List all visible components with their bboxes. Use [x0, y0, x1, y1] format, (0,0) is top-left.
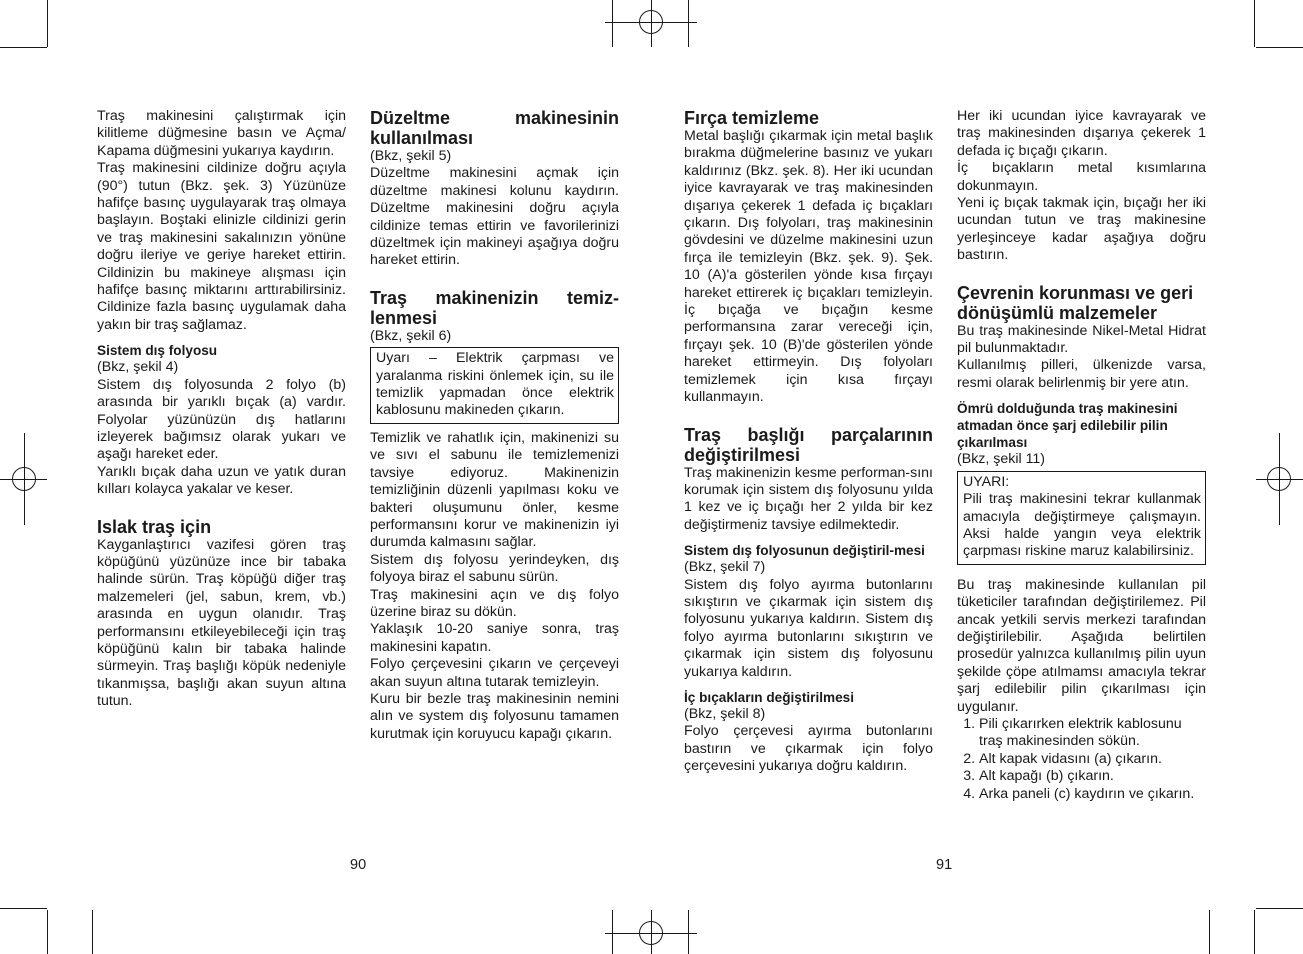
list-item: 1. Pili çıkarırken elektrik kablosunu traş makinesinden sökün. — [979, 716, 1206, 751]
registration-mark-icon — [651, 0, 652, 47]
paragraph: Bu traş makinesinde Nikel-Metal Hidrat pil bulunmaktadır. — [957, 322, 1206, 357]
section-heading-system-foil: Sistem dış folyosu — [97, 343, 218, 359]
figure-reference: (Bkz, şekil 4) — [97, 359, 179, 376]
crop-mark — [688, 0, 689, 47]
paragraph: Folyo çerçevesi ayırma butonlarını bastırın ve çıkarmak için folyo çerçevesini yukarıya doğru kaldırın. — [684, 723, 933, 775]
column-3 — [684, 108, 933, 776]
column-4 — [957, 108, 1206, 803]
paragraph: Sistem dış folyosu yerindeyken, dış folyoya biraz el sabunu sürün. — [370, 551, 619, 586]
paragraph: Traş makinesini cildinize doğru açıyla (90°) tutun (Bkz. şek. 3) Yüzünüze hafifçe basınç uygulayarak traş olmaya başlayın. Boştaki elinizle cildinizi gerin ve traş makinesini sakalınızın yönüne doğru ileriye ve geriye hareket ettirin. Cildinizin bu makineye alışması için hafifçe basınç miktarını arttırabilirsiniz. Cildinize fazla basınç uygulamak daha yakın bir traş sağlamaz. — [97, 160, 346, 333]
registration-mark-icon — [605, 22, 697, 23]
registration-mark-icon — [605, 933, 697, 934]
section-heading-brush-cleaning: Fırça temizleme — [684, 108, 820, 128]
registration-mark-icon — [24, 433, 25, 525]
crop-mark — [612, 0, 613, 47]
crop-mark — [1209, 910, 1210, 954]
paragraph: İç bıçakların metal kısımlarına dokunmayın. — [957, 160, 1206, 194]
paragraph: Yaklaşık 10-20 saniye sonra, traş makinesini kapatın. — [370, 621, 619, 655]
section-heading-blade-replacement: İç bıçakların değiştirilmesi — [684, 689, 854, 705]
paragraph: Her iki ucundan iyice kavrayarak ve traş makinesinden dışarıya çekerek 1 defada iç bıçağı çıkarın. — [957, 108, 1206, 159]
figure-reference: (Bkz, şekil 6) — [370, 327, 452, 344]
section-heading-cleaning: Traş makinenizin temiz-lenmesi — [370, 287, 619, 328]
crop-mark — [47, 910, 48, 954]
paragraph: Traş makinesini çalıştırmak için kilitleme düğmesine basın ve Açma/ Kapama düğmesini yukarıya kaydırın. — [97, 108, 346, 159]
paragraph: Temizlik ve rahatlık için, makinenizi su ve sıvı el sabunu ile temizlemenizi tavsiye ediyoruz. Makinenizin temizliğinin düzenli yapılması koku ve bakteri oluşumunu önler, kesme performansını korur ve makinenizin iyi durumda kalmasını sağlar. — [370, 429, 619, 551]
crop-mark — [1256, 908, 1303, 909]
crop-mark — [92, 910, 93, 954]
warning-text: Uyarı – Elektrik çarpması ve yaralanma riskini önlemek için, su ile temizlik yapmadan önce elektrik kablosunu makineden çıkarın. — [376, 350, 614, 419]
crop-mark — [1254, 0, 1255, 47]
warning-box — [957, 471, 1206, 565]
paragraph: Bu traş makinesinde kullanılan pil tüketiciler tarafından değiştirilemez. Pil ancak yetkili servis merkezi tarafından değiştirilebilir. Aşağıda belirtilen prosedür yalnızca kullanılmış pilin uyun şekilde çöpe atılmamsı amacıyla tekrar şarj edilebilir pilin çıkarılması için uygulanır. — [957, 576, 1206, 715]
paragraph: Kuru bir bezle traş makinesinin nemini alın ve system dış folyosunu tamamen kurutmak için koruyucu kapağı çıkarın. — [370, 690, 619, 742]
list-item: 4. Arka paneli (c) kaydırın ve çıkarın. — [979, 786, 1206, 803]
paragraph: Düzeltme makinesini açmak için düzeltme makinesi kolunu kaydırın. Düzeltme makinesini doğru açıyla cildinize temas ettirin ve favorilerinizi düzeltmek için makineyi aşağıya doğru hareket ettirin. — [370, 165, 619, 269]
crop-mark — [1254, 910, 1255, 954]
registration-mark-icon — [1279, 433, 1280, 525]
list-item: 3. Alt kapağı (b) çıkarın. — [979, 768, 1206, 785]
section-heading-environment: Çevrenin korunması ve geri dönüşümlü malzemeler — [957, 282, 1194, 323]
figure-reference: (Bkz, şekil 5) — [370, 148, 452, 164]
warning-title: UYARI: — [963, 473, 1010, 490]
crop-mark — [47, 0, 48, 47]
steps-list — [957, 716, 1206, 803]
section-heading-foil-replacement: Sistem dış folyosunun değiştiril-mesi — [684, 543, 925, 559]
crop-mark — [612, 910, 613, 954]
figure-reference: (Bkz, şekil 7) — [684, 559, 766, 576]
paragraph: Yeni iç bıçak takmak için, bıçağı her iki ucundan tutun ve traş makinesine yerleşinceye kadar aşağıya doğru bastırın. — [957, 195, 1206, 264]
paragraph: Metal başlığı çıkarmak için metal başlık bırakma düğmelerine basınız ve yukarı kaldırınız (Bkz. şek. 8). Her iki ucundan iyice kavrayarak ve traş makinesinden dışarıya çekerek 1 defada iç bıçakları çıkarın. Dış folyoları, traş makinesinin gövdesini ve düzelme makinesini uzun fırça ile temizleyin (Bkz. şek. 9). Şek. 10 (A)'a gösterilen yönde kısa fırçayı hareket ettirerek iç bıçakları temizleyin. İç bıçağa ve bıçağın kesme performansına zarar vereceği için, fırçayı şek. 10 (B)'de gösterilen yönde hareket ettirmeyin. Dış folyoları temizlemek için kısa fırçayı kullanmayın. — [684, 128, 933, 406]
crop-mark — [0, 47, 47, 48]
crop-mark — [1256, 47, 1303, 48]
paragraph: Kayganlaştırıcı vazifesi gören traş köpüğünü yüzünüze ince bir tabaka halinde sürün. Traş köpüğü diğer traş malzemeleri (jel, sabun, krem, vb.) arasında en uygun olanıdır. Traş performansını etkileyebileceği için traş köpüğünü kalın bir tabaka halinde sürmeyin. Traş başlığı köpük nedeniyle tıkanmışsa, başlığı akan suyun altına tutun. — [97, 536, 346, 710]
section-heading-wet-shave: Islak traş için — [97, 516, 212, 537]
section-heading-battery-removal: Ömrü dolduğunda traş makinesini atmadan önce şarj edilebilir pilin çıkarılması — [957, 401, 1178, 451]
column-1 — [97, 108, 346, 711]
paragraph: Sistem dış folyosunda 2 folyo (b) arasında bir yarıklı bıçak (a) vardır. Folyolar yüzünüzün dış hatlarını izleyerek bağımsız olarak yukarı ve aşağı hareket eder. — [97, 376, 346, 463]
paragraph: Traş makinenizin kesme performan-sını korumak için sistem dış folyosunu yılda 1 kez ve iç bıçağı her 2 yılda bir kez değiştirmeniz tavsiye edilmektedir. — [684, 464, 933, 533]
figure-reference: (Bkz, şekil 8) — [684, 705, 766, 722]
section-heading-trimmer: Düzeltme makinesinin kullanılması — [370, 108, 619, 148]
paragraph: Traş makinesini açın ve dış folyo üzerine biraz su dökün. — [370, 586, 619, 620]
paragraph: Kullanılmış pilleri, ülkenizde varsa, resmi olarak belirlenmiş bir yere atın. — [957, 357, 1206, 391]
paragraph: Yarıklı bıçak daha uzun ve yatık duran kılları kolayca yakalar ve keser. — [97, 463, 346, 498]
list-item: 2. Alt kapak vidasını (a) çıkarın. — [979, 751, 1206, 768]
figure-reference: (Bkz, şekil 11) — [957, 451, 1046, 468]
warning-box — [370, 347, 619, 424]
crop-mark — [0, 908, 47, 909]
paragraph: Folyo çerçevesini çıkarın ve çerçeveyi akan suyun altına tutarak temizleyin. — [370, 656, 619, 690]
warning-text: Pili traş makinesini tekrar kullanmak amacıyla değiştirmeye çalışmayın. Aksi halde yangın veya elektrik çarpması riskine maruz kalabilirsiniz. — [963, 491, 1201, 560]
crop-mark — [688, 910, 689, 954]
registration-mark-icon — [651, 910, 652, 954]
column-2 — [370, 108, 619, 743]
section-heading-parts-replacement: Traş başlığı parçalarının değiştirilmesi — [684, 424, 933, 465]
page-number-right: 91 — [936, 857, 953, 873]
paragraph: Sistem dış folyo ayırma butonlarını sıkıştırın ve çıkarmak için sistem dış folyosunu yukarıya kaldırın. Sistem dış folyo ayırma butonlarını sıkıştırın ve çıkarmak için sistem dış folyosunu yukarıya kaldırın. — [684, 576, 933, 680]
page-number-left: 90 — [350, 857, 367, 873]
